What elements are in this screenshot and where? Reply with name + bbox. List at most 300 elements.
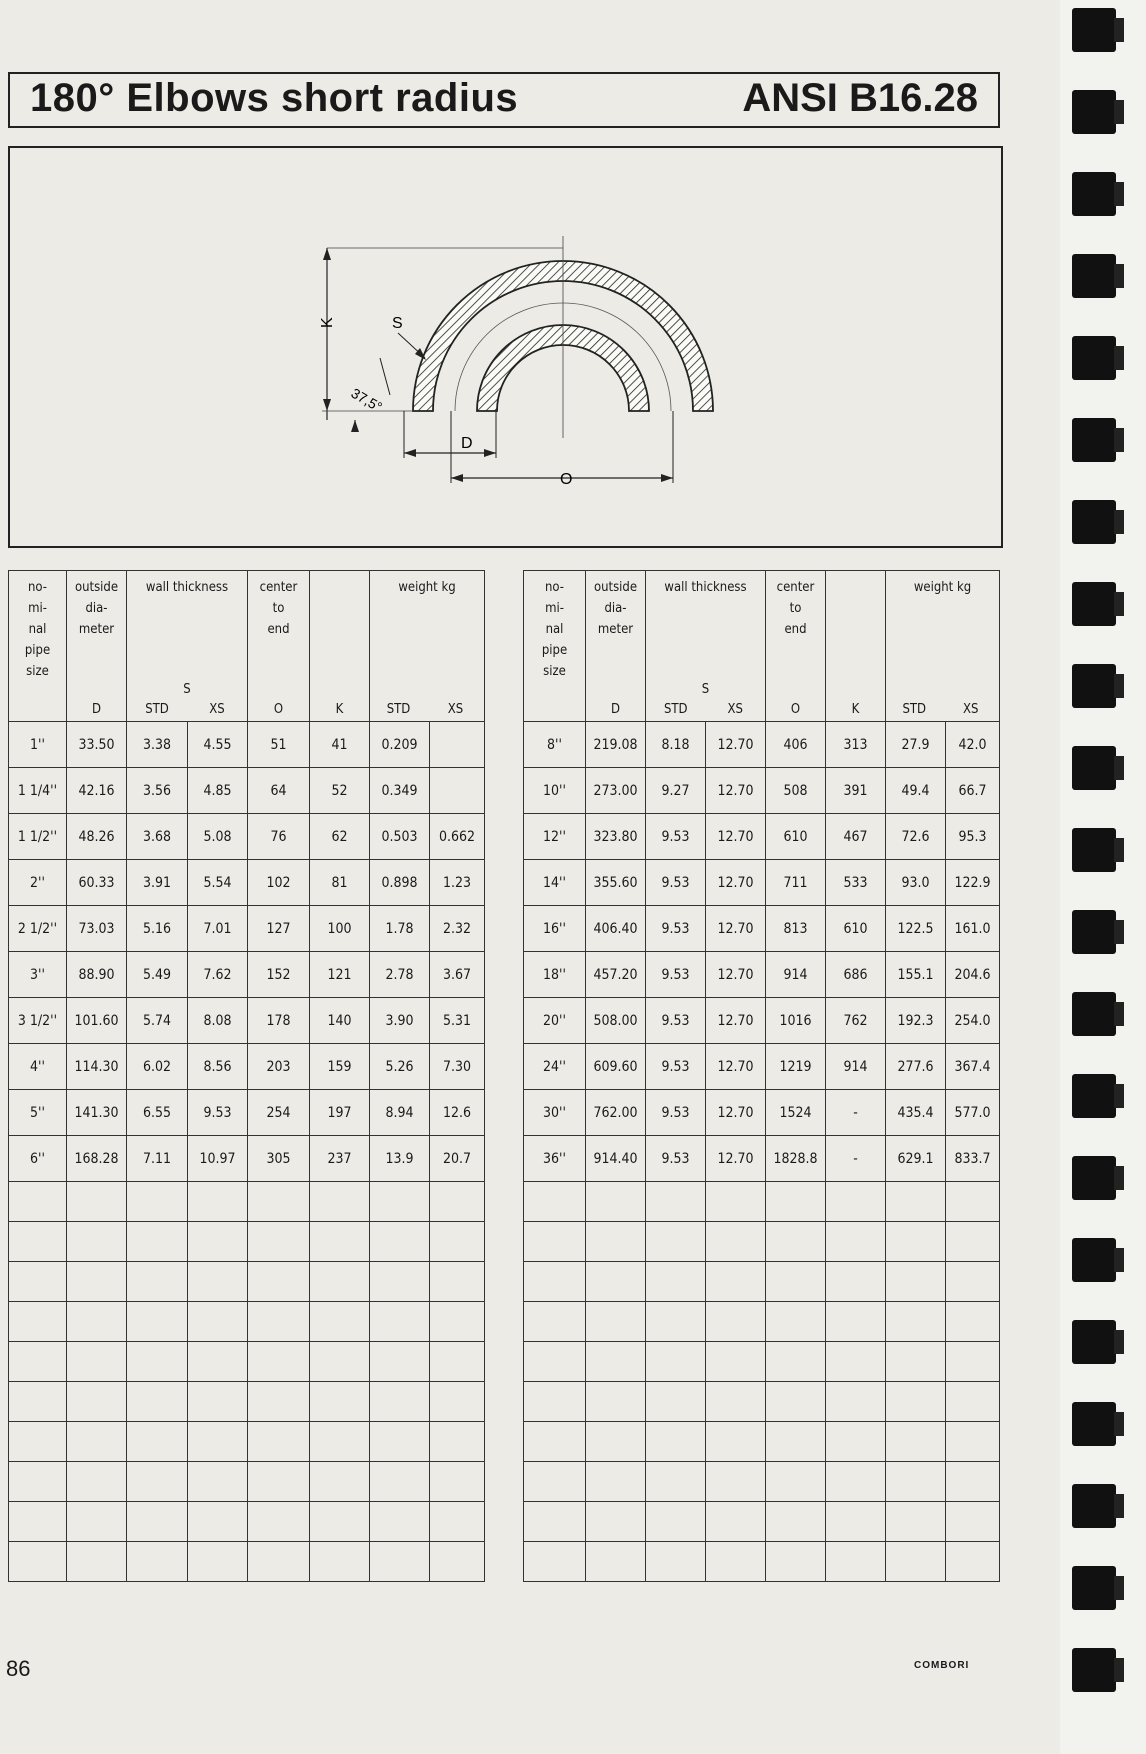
empty-cell xyxy=(524,1422,586,1462)
table-cell: 813 xyxy=(766,906,826,952)
table-cell: 5.54 xyxy=(188,860,248,906)
table-cell: 5.08 xyxy=(188,814,248,860)
empty-cell xyxy=(67,1182,127,1222)
empty-cell xyxy=(524,1182,586,1222)
empty-cell xyxy=(310,1542,370,1582)
binding-ring xyxy=(1072,500,1116,544)
table-cell: 457.20 xyxy=(586,952,646,998)
empty-cell xyxy=(646,1182,706,1222)
empty-cell xyxy=(646,1462,706,1502)
table-cell: 20.7 xyxy=(430,1136,485,1182)
empty-cell xyxy=(248,1342,310,1382)
empty-cell xyxy=(370,1302,430,1342)
empty-cell xyxy=(586,1502,646,1542)
empty-cell xyxy=(67,1382,127,1422)
empty-cell xyxy=(127,1502,188,1542)
empty-cell xyxy=(310,1422,370,1462)
empty-cell xyxy=(706,1182,766,1222)
table-cell: - xyxy=(826,1090,886,1136)
table-cell: 3.56 xyxy=(127,768,188,814)
empty-cell xyxy=(127,1222,188,1262)
table-cell: 3.67 xyxy=(430,952,485,998)
empty-cell xyxy=(67,1462,127,1502)
table-cell: 88.90 xyxy=(67,952,127,998)
table-cell: 102 xyxy=(248,860,310,906)
empty-cell xyxy=(430,1502,485,1542)
empty-cell xyxy=(586,1382,646,1422)
table-cell: 16'' xyxy=(524,906,586,952)
empty-cell xyxy=(586,1542,646,1582)
empty-row xyxy=(9,1502,485,1542)
table-cell: 2.78 xyxy=(370,952,430,998)
table-cell: 49.4 xyxy=(886,768,946,814)
table-cell: 64 xyxy=(248,768,310,814)
table-cell: 406 xyxy=(766,722,826,768)
binding-ring xyxy=(1072,1566,1116,1610)
empty-cell xyxy=(248,1382,310,1422)
empty-cell xyxy=(248,1302,310,1342)
header-center-to-end: center to end O xyxy=(248,571,310,722)
empty-cell xyxy=(706,1262,766,1302)
table-cell: 204.6 xyxy=(946,952,1000,998)
table-cell: 36'' xyxy=(524,1136,586,1182)
empty-cell xyxy=(370,1182,430,1222)
table-cell: 0.349 xyxy=(370,768,430,814)
empty-cell xyxy=(188,1222,248,1262)
table-cell: 406.40 xyxy=(586,906,646,952)
empty-cell xyxy=(9,1262,67,1302)
empty-cell xyxy=(248,1422,310,1462)
table-cell: 6.02 xyxy=(127,1044,188,1090)
empty-cell xyxy=(646,1302,706,1342)
left-dimension-table xyxy=(8,570,485,1582)
empty-row xyxy=(524,1422,1000,1462)
table-cell: 41 xyxy=(310,722,370,768)
empty-cell xyxy=(430,1462,485,1502)
empty-cell xyxy=(127,1462,188,1502)
empty-cell xyxy=(766,1542,826,1582)
empty-cell xyxy=(310,1262,370,1302)
table-cell: 914.40 xyxy=(586,1136,646,1182)
table-cell xyxy=(430,722,485,768)
empty-cell xyxy=(188,1302,248,1342)
empty-cell xyxy=(766,1422,826,1462)
header-wall-thickness: wall thickness S STD XS xyxy=(646,571,766,722)
empty-cell xyxy=(826,1502,886,1542)
empty-cell xyxy=(9,1222,67,1262)
header-k: K xyxy=(826,571,886,722)
table-cell: 9.53 xyxy=(646,814,706,860)
empty-cell xyxy=(9,1182,67,1222)
table-cell: 122.9 xyxy=(946,860,1000,906)
header-weight: weight kg STD XS xyxy=(370,571,485,722)
table-row xyxy=(9,722,485,768)
empty-row xyxy=(524,1182,1000,1222)
table-cell: 762.00 xyxy=(586,1090,646,1136)
empty-cell xyxy=(310,1462,370,1502)
empty-cell xyxy=(586,1462,646,1502)
empty-cell xyxy=(946,1502,1000,1542)
empty-cell xyxy=(886,1222,946,1262)
empty-cell xyxy=(706,1222,766,1262)
table-cell: 30'' xyxy=(524,1090,586,1136)
table-row xyxy=(9,768,485,814)
table-cell: 508.00 xyxy=(586,998,646,1044)
table-cell: 1016 xyxy=(766,998,826,1044)
table-cell: 467 xyxy=(826,814,886,860)
table-cell: 3.68 xyxy=(127,814,188,860)
table-cell: 3 1/2'' xyxy=(9,998,67,1044)
empty-cell xyxy=(310,1342,370,1382)
right-dimension-table xyxy=(523,570,1000,1582)
binding-ring xyxy=(1072,1074,1116,1118)
table-cell: 273.00 xyxy=(586,768,646,814)
table-cell: 9.53 xyxy=(646,1044,706,1090)
empty-cell xyxy=(886,1302,946,1342)
empty-cell xyxy=(370,1462,430,1502)
table-cell: 10.97 xyxy=(188,1136,248,1182)
table-cell: 51 xyxy=(248,722,310,768)
table-row xyxy=(9,1044,485,1090)
empty-cell xyxy=(430,1302,485,1342)
empty-cell xyxy=(188,1182,248,1222)
table-cell: 5'' xyxy=(9,1090,67,1136)
empty-cell xyxy=(370,1422,430,1462)
empty-cell xyxy=(886,1462,946,1502)
header-outside-diameter: outside dia- meter D xyxy=(67,571,127,722)
table-cell: 121 xyxy=(310,952,370,998)
empty-cell xyxy=(127,1542,188,1582)
table-cell: 12.70 xyxy=(706,722,766,768)
table-cell: 18'' xyxy=(524,952,586,998)
empty-cell xyxy=(248,1222,310,1262)
table-cell: 610 xyxy=(826,906,886,952)
empty-cell xyxy=(586,1302,646,1342)
empty-cell xyxy=(248,1542,310,1582)
empty-cell xyxy=(706,1302,766,1342)
empty-cell xyxy=(646,1382,706,1422)
table-cell: 0.503 xyxy=(370,814,430,860)
table-cell: 12.70 xyxy=(706,814,766,860)
table-cell: 254.0 xyxy=(946,998,1000,1044)
table-cell: 8'' xyxy=(524,722,586,768)
empty-cell xyxy=(524,1462,586,1502)
empty-cell xyxy=(430,1182,485,1222)
empty-cell xyxy=(706,1502,766,1542)
empty-row xyxy=(9,1382,485,1422)
empty-cell xyxy=(127,1182,188,1222)
empty-cell xyxy=(67,1302,127,1342)
empty-cell xyxy=(524,1502,586,1542)
empty-cell xyxy=(826,1342,886,1382)
empty-cell xyxy=(826,1462,886,1502)
table-cell: 1.78 xyxy=(370,906,430,952)
empty-cell xyxy=(524,1222,586,1262)
empty-cell xyxy=(946,1462,1000,1502)
table-cell: 12.70 xyxy=(706,1044,766,1090)
empty-cell xyxy=(248,1462,310,1502)
empty-row xyxy=(9,1302,485,1342)
empty-cell xyxy=(826,1302,886,1342)
table-cell: 914 xyxy=(826,1044,886,1090)
o-label: O xyxy=(560,471,573,488)
table-cell: 81 xyxy=(310,860,370,906)
table-row xyxy=(9,998,485,1044)
table-cell: 5.26 xyxy=(370,1044,430,1090)
technical-drawing xyxy=(8,146,1003,548)
table-cell: 711 xyxy=(766,860,826,906)
empty-cell xyxy=(886,1542,946,1582)
binding-ring xyxy=(1072,254,1116,298)
empty-cell xyxy=(766,1382,826,1422)
binding-ring xyxy=(1072,336,1116,380)
empty-cell xyxy=(370,1542,430,1582)
table-row xyxy=(524,952,1000,998)
table-row xyxy=(524,722,1000,768)
table-row xyxy=(9,906,485,952)
table-cell: 20'' xyxy=(524,998,586,1044)
table-cell: 6'' xyxy=(9,1136,67,1182)
table-cell: 577.0 xyxy=(946,1090,1000,1136)
table-cell: 9.53 xyxy=(646,998,706,1044)
table-cell: 533 xyxy=(826,860,886,906)
binding-ring xyxy=(1072,418,1116,462)
table-cell: 3.90 xyxy=(370,998,430,1044)
binding-ring xyxy=(1072,1156,1116,1200)
empty-cell xyxy=(67,1262,127,1302)
table-cell: 762 xyxy=(826,998,886,1044)
table-cell: 4.85 xyxy=(188,768,248,814)
empty-cell xyxy=(524,1342,586,1382)
binding-ring xyxy=(1072,992,1116,1036)
table-cell: 0.662 xyxy=(430,814,485,860)
table-cell: 12.70 xyxy=(706,768,766,814)
table-cell: - xyxy=(826,1136,886,1182)
empty-row xyxy=(524,1222,1000,1262)
table-cell: 508 xyxy=(766,768,826,814)
empty-cell xyxy=(766,1302,826,1342)
empty-cell xyxy=(646,1422,706,1462)
empty-cell xyxy=(430,1422,485,1462)
empty-cell xyxy=(946,1302,1000,1342)
empty-row xyxy=(9,1182,485,1222)
empty-cell xyxy=(766,1222,826,1262)
table-cell: 9.53 xyxy=(646,906,706,952)
empty-cell xyxy=(886,1422,946,1462)
table-cell: 277.6 xyxy=(886,1044,946,1090)
table-cell: 8.56 xyxy=(188,1044,248,1090)
table-cell: 100 xyxy=(310,906,370,952)
empty-cell xyxy=(9,1542,67,1582)
empty-cell xyxy=(946,1262,1000,1302)
empty-cell xyxy=(586,1342,646,1382)
empty-cell xyxy=(248,1262,310,1302)
binding-ring xyxy=(1072,582,1116,626)
empty-row xyxy=(9,1462,485,1502)
empty-cell xyxy=(946,1342,1000,1382)
table-cell: 3'' xyxy=(9,952,67,998)
table-cell: 12.70 xyxy=(706,998,766,1044)
empty-cell xyxy=(886,1502,946,1542)
table-cell: 8.18 xyxy=(646,722,706,768)
empty-cell xyxy=(946,1182,1000,1222)
empty-cell xyxy=(886,1182,946,1222)
empty-cell xyxy=(946,1222,1000,1262)
table-row xyxy=(524,998,1000,1044)
empty-cell xyxy=(248,1502,310,1542)
empty-cell xyxy=(886,1342,946,1382)
header-nominal-pipe-size: no- mi- nal pipe size xyxy=(9,571,67,722)
empty-cell xyxy=(9,1382,67,1422)
table-cell: 159 xyxy=(310,1044,370,1090)
empty-cell xyxy=(188,1262,248,1302)
table-cell: 4'' xyxy=(9,1044,67,1090)
table-cell: 0.898 xyxy=(370,860,430,906)
empty-cell xyxy=(524,1302,586,1342)
table-cell: 127 xyxy=(248,906,310,952)
table-cell: 66.7 xyxy=(946,768,1000,814)
table-cell: 5.16 xyxy=(127,906,188,952)
table-cell: 7.62 xyxy=(188,952,248,998)
empty-cell xyxy=(646,1262,706,1302)
binding-ring xyxy=(1072,664,1116,708)
page-number: 86 xyxy=(6,1656,31,1681)
empty-cell xyxy=(766,1182,826,1222)
empty-cell xyxy=(67,1342,127,1382)
empty-cell xyxy=(310,1502,370,1542)
empty-row xyxy=(524,1382,1000,1422)
table-cell: 1828.8 xyxy=(766,1136,826,1182)
empty-cell xyxy=(310,1302,370,1342)
empty-row xyxy=(524,1542,1000,1582)
table-cell: 3.91 xyxy=(127,860,188,906)
table-cell: 1 1/4'' xyxy=(9,768,67,814)
empty-row xyxy=(524,1502,1000,1542)
empty-cell xyxy=(9,1422,67,1462)
s-label: S xyxy=(392,315,403,332)
header-wall-thickness: wall thickness S STD XS xyxy=(127,571,248,722)
table-row xyxy=(524,814,1000,860)
empty-cell xyxy=(646,1542,706,1582)
table-row xyxy=(524,906,1000,952)
empty-row xyxy=(9,1262,485,1302)
table-cell: 367.4 xyxy=(946,1044,1000,1090)
table-cell: 1524 xyxy=(766,1090,826,1136)
table-cell: 323.80 xyxy=(586,814,646,860)
empty-cell xyxy=(127,1342,188,1382)
table-cell: 8.94 xyxy=(370,1090,430,1136)
header-outside-diameter: outside dia- meter D xyxy=(586,571,646,722)
table-cell: 5.31 xyxy=(430,998,485,1044)
binding-ring xyxy=(1072,910,1116,954)
header-center-to-end: center to end O xyxy=(766,571,826,722)
binding-ring xyxy=(1072,1238,1116,1282)
table-cell: 7.30 xyxy=(430,1044,485,1090)
page-title: 180° Elbows short radius xyxy=(30,76,519,120)
table-cell: 686 xyxy=(826,952,886,998)
table-cell: 12.70 xyxy=(706,860,766,906)
empty-cell xyxy=(946,1422,1000,1462)
binding-ring xyxy=(1072,1484,1116,1528)
table-cell: 48.26 xyxy=(67,814,127,860)
table-cell: 42.16 xyxy=(67,768,127,814)
empty-cell xyxy=(586,1182,646,1222)
table-cell: 2 1/2'' xyxy=(9,906,67,952)
empty-cell xyxy=(524,1382,586,1422)
empty-row xyxy=(9,1542,485,1582)
empty-cell xyxy=(370,1222,430,1262)
table-row xyxy=(9,1090,485,1136)
table-row xyxy=(9,860,485,906)
empty-cell xyxy=(430,1542,485,1582)
table-cell: 203 xyxy=(248,1044,310,1090)
table-cell: 9.53 xyxy=(646,860,706,906)
empty-cell xyxy=(127,1382,188,1422)
table-cell: 4.55 xyxy=(188,722,248,768)
empty-row xyxy=(9,1342,485,1382)
empty-row xyxy=(9,1422,485,1462)
empty-cell xyxy=(310,1222,370,1262)
empty-cell xyxy=(886,1382,946,1422)
header-nominal-pipe-size: no- mi- nal pipe size xyxy=(524,571,586,722)
table-cell: 8.08 xyxy=(188,998,248,1044)
binding-ring xyxy=(1072,8,1116,52)
empty-cell xyxy=(524,1262,586,1302)
table-cell: 9.27 xyxy=(646,768,706,814)
table-cell: 833.7 xyxy=(946,1136,1000,1182)
empty-cell xyxy=(188,1502,248,1542)
table-cell: 12.70 xyxy=(706,952,766,998)
table-cell: 254 xyxy=(248,1090,310,1136)
table-cell: 152 xyxy=(248,952,310,998)
table-cell: 24'' xyxy=(524,1044,586,1090)
table-cell: 391 xyxy=(826,768,886,814)
empty-cell xyxy=(430,1342,485,1382)
empty-cell xyxy=(706,1462,766,1502)
table-cell xyxy=(430,768,485,814)
empty-row xyxy=(524,1262,1000,1302)
table-cell: 12.70 xyxy=(706,1136,766,1182)
table-cell: 219.08 xyxy=(586,722,646,768)
table-row xyxy=(524,768,1000,814)
table-cell: 62 xyxy=(310,814,370,860)
binding-ring xyxy=(1072,1320,1116,1364)
table-cell: 7.11 xyxy=(127,1136,188,1182)
elbow-drawing-svg xyxy=(10,148,1001,546)
table-row xyxy=(524,1090,1000,1136)
table-cell: 629.1 xyxy=(886,1136,946,1182)
empty-cell xyxy=(946,1382,1000,1422)
binding-ring xyxy=(1072,828,1116,872)
table-cell: 355.60 xyxy=(586,860,646,906)
empty-cell xyxy=(826,1262,886,1302)
table-cell: 1.23 xyxy=(430,860,485,906)
empty-cell xyxy=(430,1382,485,1422)
empty-cell xyxy=(67,1422,127,1462)
title-bar xyxy=(8,72,1000,128)
table-cell: 12'' xyxy=(524,814,586,860)
empty-cell xyxy=(370,1342,430,1382)
table-cell: 9.53 xyxy=(646,1090,706,1136)
empty-cell xyxy=(9,1342,67,1382)
empty-cell xyxy=(826,1422,886,1462)
empty-cell xyxy=(826,1382,886,1422)
table-row xyxy=(9,814,485,860)
table-cell: 237 xyxy=(310,1136,370,1182)
table-cell: 1'' xyxy=(9,722,67,768)
table-cell: 6.55 xyxy=(127,1090,188,1136)
empty-cell xyxy=(67,1502,127,1542)
